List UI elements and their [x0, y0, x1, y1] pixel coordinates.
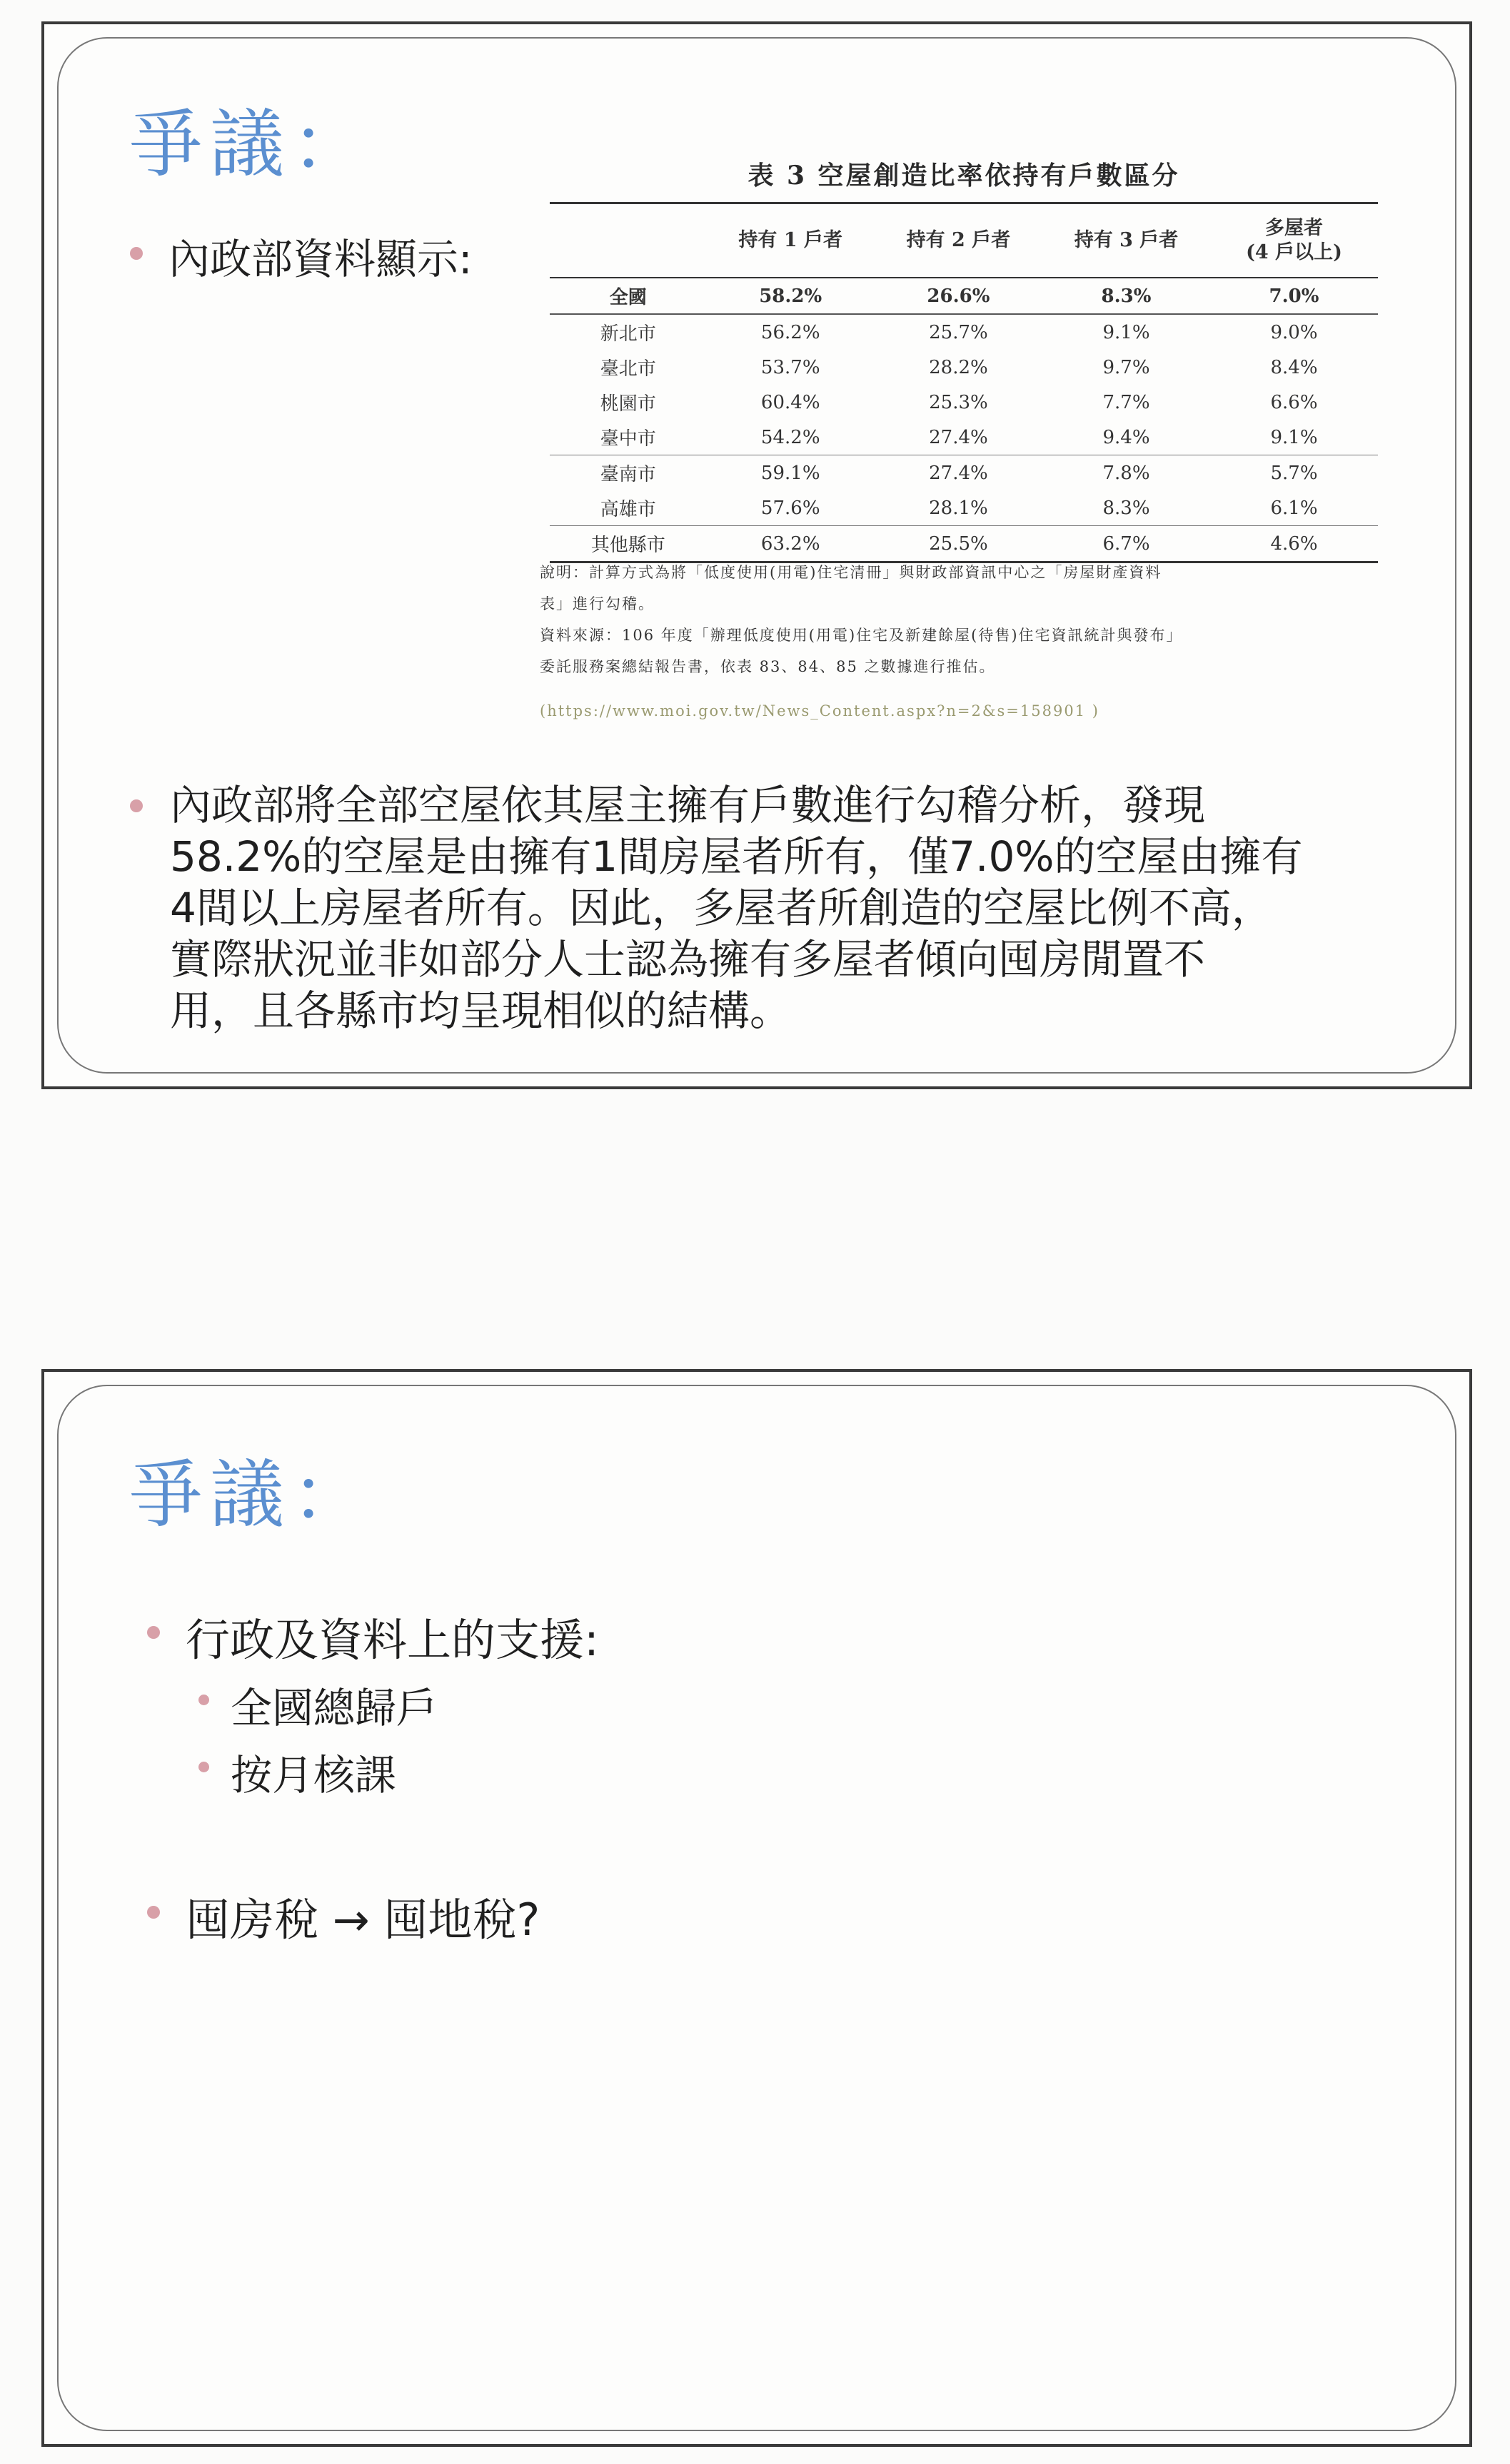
- table-cell: 54.2%: [707, 420, 875, 455]
- table-row: [550, 350, 1378, 385]
- table-row: [550, 385, 1378, 420]
- source-url: (https://www.moi.gov.tw/News_Content.aspx?n=2&s=158901 ): [540, 702, 1099, 719]
- table-cell: 28.1%: [875, 490, 1042, 526]
- slide-2-sub-bullet-2: [198, 1742, 396, 1802]
- bullet-dot-icon: [130, 799, 143, 812]
- table-cell: 57.6%: [707, 490, 875, 526]
- table-cell: 25.7%: [929, 321, 988, 343]
- paragraph-line: 用，且各縣市均呈現相似的結構。: [170, 986, 792, 1035]
- table-cell: 60.4%: [760, 391, 820, 413]
- paragraph-line: 58.2%的空屋是由擁有1間房屋者所有，僅7.0%的空屋由擁有: [170, 832, 1303, 881]
- vacancy-data-table: [550, 202, 1378, 563]
- table-cell: 4.6%: [1210, 526, 1378, 562]
- table-cell: 27.4%: [929, 462, 988, 484]
- table-header-3: 持有 3 戶者: [1042, 203, 1210, 278]
- table-cell: 6.6%: [1270, 391, 1318, 413]
- vacancy-table: [550, 156, 1378, 563]
- slide-2-bullet-2: [147, 1884, 540, 1948]
- table-cell: 7.0%: [1210, 278, 1378, 314]
- table-cell: 新北市: [600, 323, 656, 345]
- table-cell: 8.3%: [1042, 490, 1210, 526]
- note-line: 資料來源：106 年度「辦理低度使用(用電)住宅及新建餘屋(待售)住宅資訊統計與發布」: [540, 627, 1183, 644]
- table-header-1: 持有 1 戶者: [707, 203, 875, 278]
- slide-2-sub-bullet-1: [198, 1675, 438, 1735]
- table-header-4-line2: (4 戶以上): [1246, 241, 1342, 263]
- table-cell: 5.7%: [1270, 462, 1318, 484]
- table-cell: 臺北市: [600, 358, 656, 380]
- slide-1-bullet-1: [130, 226, 473, 286]
- bullet-text: 囤房稅 → 囤地稅?: [186, 1894, 540, 1946]
- table-cell: 9.7%: [1102, 356, 1150, 378]
- table-row: [550, 420, 1378, 455]
- bullet-text: 行政及資料上的支援:: [186, 1614, 599, 1666]
- table-caption: 表 3 空屋創造比率依持有戶數區分: [748, 161, 1180, 191]
- table-cell: 27.4%: [875, 420, 1042, 455]
- table-row: [550, 314, 1378, 350]
- table-cell: 25.3%: [929, 391, 988, 413]
- table-cell: 6.1%: [1210, 490, 1378, 526]
- table-cell: 臺南市: [600, 464, 656, 485]
- sub-bullet-dot-icon: [198, 1762, 209, 1772]
- table-notes: [540, 557, 1396, 727]
- paragraph-line: 實際狀況並非如部分人士認為擁有多屋者傾向囤房閒置不: [170, 935, 1206, 984]
- table-cell: 56.2%: [760, 321, 820, 343]
- slide-2-bullet-1: [147, 1605, 599, 1668]
- table-header-area: [550, 203, 707, 278]
- table-cell: 9.1%: [1102, 321, 1150, 343]
- note-line: 說明：計算方式為將「低度使用(用電)住宅清冊」與財政部資訊中心之「房屋財產資料: [540, 564, 1162, 581]
- slide-1-title: 爭議：: [129, 101, 373, 188]
- table-row: [550, 490, 1378, 526]
- slide-2-title: 爭議：: [129, 1451, 373, 1538]
- table-cell: 7.8%: [1102, 462, 1150, 484]
- table-cell: 58.2%: [707, 278, 875, 314]
- table-row: [550, 455, 1378, 491]
- table-cell: 高雄市: [550, 490, 707, 526]
- table-cell: 7.7%: [1102, 391, 1150, 413]
- paragraph-line: 4間以上房屋者所有。因此，多屋者所創造的空屋比例不高，: [170, 884, 1273, 932]
- table-cell: 9.0%: [1270, 321, 1318, 343]
- table-row: [550, 278, 1378, 314]
- table-cell: 8.3%: [1042, 278, 1210, 314]
- paragraph-line: 內政部將全部空屋依其屋主擁有戶數進行勾稽分析，發現: [170, 781, 1206, 829]
- table-cell: 63.2%: [707, 526, 875, 562]
- table-cell: 9.1%: [1210, 420, 1378, 455]
- table-cell: 28.2%: [929, 356, 988, 378]
- table-header-2: 持有 2 戶者: [875, 203, 1042, 278]
- slide-1-paragraph: [170, 779, 1441, 1036]
- note-line: 表」進行勾稽。: [540, 595, 655, 612]
- sub-bullet-text: 全國總歸戶: [231, 1684, 438, 1732]
- table-cell: 59.1%: [760, 462, 820, 484]
- note-line: 委託服務案總結報告書，依表 83、84、85 之數據進行推估。: [540, 658, 996, 675]
- bullet-dot-icon: [130, 247, 143, 260]
- bullet-text: 內政部資料顯示:: [168, 235, 473, 283]
- table-cell: 8.4%: [1270, 356, 1318, 378]
- bullet-dot-icon: [147, 1906, 160, 1919]
- sub-bullet-dot-icon: [198, 1695, 209, 1705]
- table-cell: 其他縣市: [550, 526, 707, 562]
- table-cell: 25.5%: [875, 526, 1042, 562]
- table-cell: 臺中市: [550, 420, 707, 455]
- table-header-4: [1210, 203, 1378, 278]
- table-cell: 6.7%: [1042, 526, 1210, 562]
- table-cell: 桃園市: [600, 393, 656, 415]
- table-cell: 53.7%: [760, 356, 820, 378]
- table-cell: 26.6%: [875, 278, 1042, 314]
- bullet-dot-icon: [147, 1626, 160, 1639]
- table-header-4-line1: 多屋者: [1265, 217, 1323, 239]
- sub-bullet-text: 按月核課: [231, 1751, 397, 1799]
- table-cell: 全國: [550, 278, 707, 314]
- table-cell: 9.4%: [1042, 420, 1210, 455]
